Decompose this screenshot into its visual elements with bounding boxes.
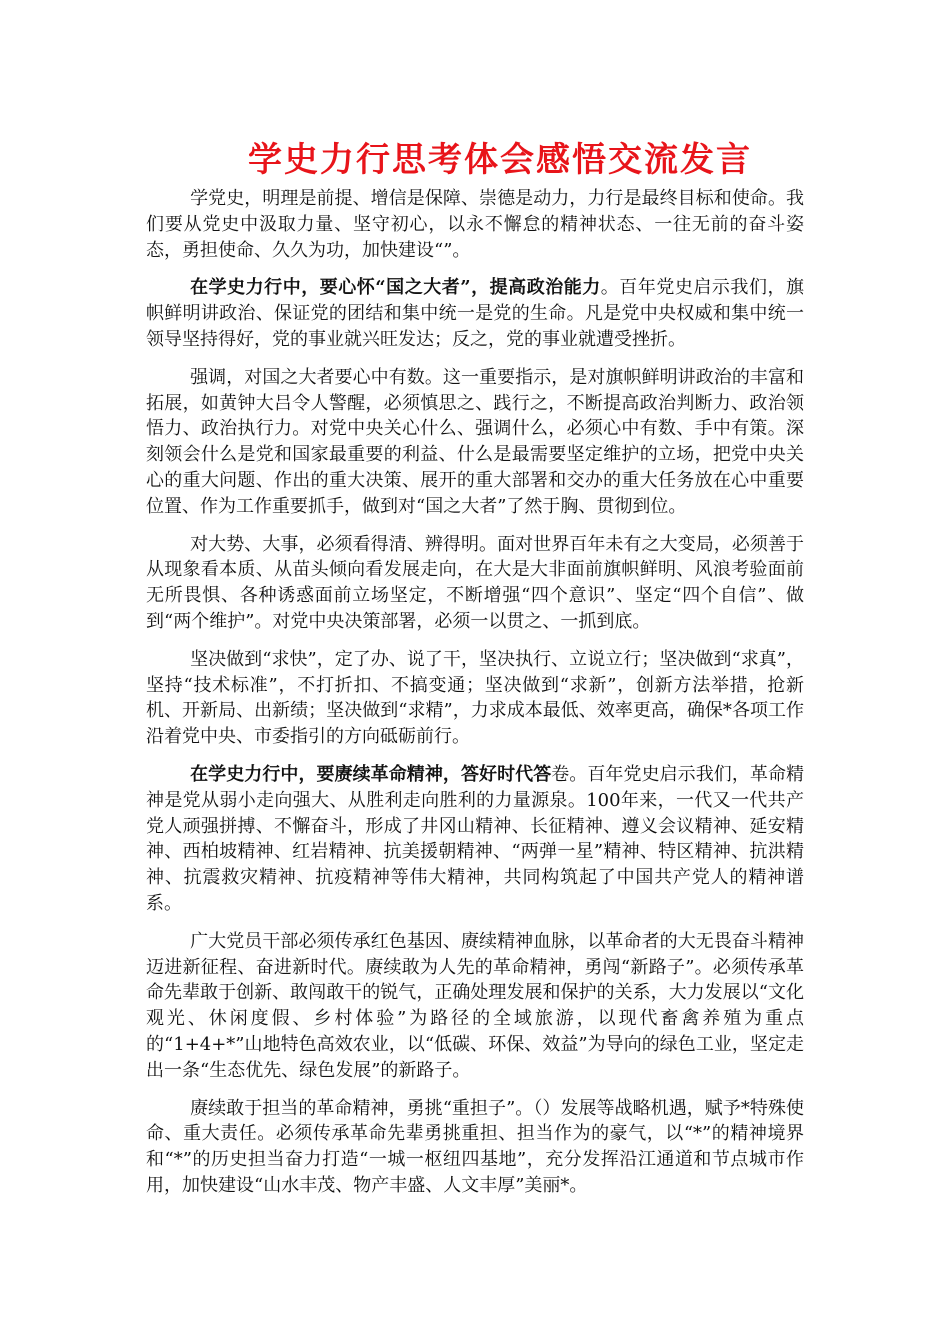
paragraph-text: 。百年党史启示我们，旗帜鲜明讲政治、保证党的团结和集中统一是党的生命。凡是党中央权威和集中统一领导坚持得好，党的事业就兴旺发达；反之，党的事业就遭受挫折。 xyxy=(146,277,804,350)
paragraph-text: 对大势、大事，必须看得清、辨得明。面对世界百年未有之大变局，必须善于从现象看本质、从苗头倾向看发展走向，在大是大非面前旗帜鲜明、风浪考验面前无所畏惧、各种诱惑面前立场坚定，不断增强“四个意识”、坚定“四个自信”、做到“两个维护”。对党中央决策部署，必须一以贯之、一抓到底。 xyxy=(146,533,804,632)
paragraph-text: 广大党员干部必须传承红色基因、赓续精神血脉，以革命者的大无畏奋斗精神迈进新征程、奋进新时代。赓续敢为人先的革命精神，勇闯“新路子”。必须传承革命先辈敢于创新、敢闯敢干的锐气，正确处理发展和保护的关系，大力发展以“文化观光、休闲度假、乡村体验”为路径的全域旅游，以现代畜禽养殖为重点的“1+4+*”山地特色高效农业，以“低碳、环保、效益”为导向的绿色工业，坚定走出一条“生态优先、绿色发展”的新路子。 xyxy=(146,930,804,1081)
paragraph-text: 强调，对国之大者要心中有数。这一重要指示，是对旗帜鲜明讲政治的丰富和拓展，如黄钟大吕令人警醒，必须慎思之、践行之，不断提高政治判断力、政治领悟力、政治执行力。对党中央关心什么、强调什么，必须心中有数、手中有策。深刻领会什么是党和国家最重要的利益、什么是最需要坚定维护的立场，把党中央关心的重大问题、作出的重大决策、展开的重大部署和交办的重大任务放在心中重要位置、作为工作重要抓手，做到对“国之大者”了然于胸、贯彻到位。 xyxy=(146,366,804,517)
paragraph-lead: 在学史力行中，要赓续革命精神，答好时代答 xyxy=(190,763,552,785)
paragraph-6 xyxy=(146,762,804,917)
paragraph-1 xyxy=(146,186,804,263)
paragraph-3 xyxy=(146,365,804,520)
paragraph-5 xyxy=(146,647,804,750)
paragraph-text: 坚决做到“求快”，定了办、说了干，坚决执行、立说立行；坚决做到“求真”，坚持“技术标准”，不打折扣、不搞变通；坚决做到“求新”，创新方法举措，抢新机、开新局、出新绩；坚决做到“求精”，力求成本最低、效率更高，确保*各项工作沿着党中央、市委指引的方向砥砺前行。 xyxy=(146,648,804,748)
paragraph-text: 赓续敢于担当的革命精神，勇挑“重担子”。（）发展等战略机遇，赋予*特殊使命、重大责任。必须传承革命先辈勇挑重担、担当作为的豪气，以“*”的精神境界和“*”的历史担当奋力打造“一城一枢纽四基地”，充分发挥沿江通道和节点城市作用，加快建设“山水丰茂、物产丰盛、人文丰厚”美丽*。 xyxy=(146,1097,804,1196)
paragraph-2 xyxy=(146,275,804,352)
paragraph-text: 学党史，明理是前提、增信是保障、崇德是动力，力行是最终目标和使命。我们要从党史中汲取力量、坚守初心，以永不懈怠的精神状态、一往无前的奋斗姿态，勇担使命、久久为功，加快建设“”。 xyxy=(146,188,804,261)
document-body xyxy=(146,186,804,1211)
paragraph-7 xyxy=(146,929,804,1084)
paragraph-lead: 在学史力行中，要心怀“国之大者”，提高政治能力 xyxy=(190,277,601,299)
paragraph-text: 卷。百年党史启示我们，革命精神是党从弱小走向强大、从胜利走向胜利的力量源泉。100年来，一代又一代共产党人顽强拼搏、不懈奋斗，形成了井冈山精神、长征精神、遵义会议精神、延安精神、西柏坡精神、红岩精神、抗美援朝精神、“两弹一星”精神、特区精神、抗洪精神、抗震救灾精神、抗疫精神等伟大精神，共同构筑起了中国共产党人的精神谱系。 xyxy=(146,763,804,914)
document-title: 学史力行思考体会感悟交流发言 xyxy=(248,140,752,180)
paragraph-8 xyxy=(146,1096,804,1199)
paragraph-4 xyxy=(146,532,804,635)
